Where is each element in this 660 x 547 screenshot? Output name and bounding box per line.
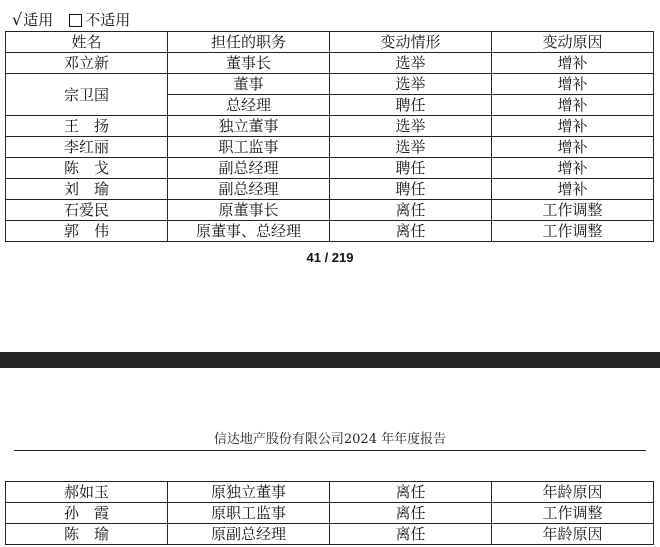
cell-change: 聘任 bbox=[330, 179, 492, 200]
cell-position: 职工监事 bbox=[168, 137, 330, 158]
cell-reason: 工作调整 bbox=[492, 200, 654, 221]
personnel-change-table bbox=[5, 31, 654, 242]
cell-name: 郭 伟 bbox=[6, 221, 168, 242]
table-row bbox=[6, 53, 654, 74]
page-separator bbox=[0, 352, 660, 368]
cell-position: 原董事长 bbox=[168, 200, 330, 221]
cell-change: 离任 bbox=[330, 221, 492, 242]
table-row bbox=[6, 221, 654, 242]
header-name: 姓名 bbox=[6, 32, 168, 53]
cell-change: 离任 bbox=[330, 482, 492, 503]
cell-change: 选举 bbox=[330, 74, 492, 95]
table-row bbox=[6, 524, 654, 545]
cell-reason: 增补 bbox=[492, 137, 654, 158]
empty-checkbox-icon bbox=[69, 14, 82, 27]
cell-change: 选举 bbox=[330, 53, 492, 74]
cell-position: 原独立董事 bbox=[168, 482, 330, 503]
cell-position: 副总经理 bbox=[168, 158, 330, 179]
cell-reason: 增补 bbox=[492, 74, 654, 95]
cell-reason: 工作调整 bbox=[492, 503, 654, 524]
check-mark-icon: √ bbox=[12, 10, 23, 29]
cell-change: 聘任 bbox=[330, 158, 492, 179]
table-row bbox=[6, 137, 654, 158]
cell-name: 陈 瑜 bbox=[6, 524, 168, 545]
cell-reason: 工作调整 bbox=[492, 221, 654, 242]
cell-position: 独立董事 bbox=[168, 116, 330, 137]
cell-change: 离任 bbox=[330, 200, 492, 221]
table-row bbox=[6, 179, 654, 200]
table-row bbox=[6, 158, 654, 179]
cell-reason: 增补 bbox=[492, 116, 654, 137]
cell-name: 王 扬 bbox=[6, 116, 168, 137]
cell-position: 原副总经理 bbox=[168, 524, 330, 545]
header-position: 担任的职务 bbox=[168, 32, 330, 53]
cell-position: 原职工监事 bbox=[168, 503, 330, 524]
cell-change: 离任 bbox=[330, 524, 492, 545]
report-header: 信达地产股份有限公司2024 年年度报告 bbox=[213, 432, 447, 447]
cell-position: 总经理 bbox=[168, 95, 330, 116]
table-row bbox=[6, 74, 654, 95]
cell-reason: 增补 bbox=[492, 179, 654, 200]
cell-reason: 年龄原因 bbox=[492, 482, 654, 503]
cell-reason: 增补 bbox=[492, 95, 654, 116]
cell-name: 陈 戈 bbox=[6, 158, 168, 179]
not-applicable-label: 不适用 bbox=[85, 11, 131, 29]
cell-position: 原董事、总经理 bbox=[168, 221, 330, 242]
cell-name: 石爱民 bbox=[6, 200, 168, 221]
table-row bbox=[6, 200, 654, 221]
personnel-change-table-continued bbox=[5, 481, 654, 545]
cell-reason: 增补 bbox=[492, 158, 654, 179]
cell-name: 邓立新 bbox=[6, 53, 168, 74]
table-row bbox=[6, 116, 654, 137]
cell-name: 刘 瑜 bbox=[6, 179, 168, 200]
table-header-row bbox=[6, 32, 654, 53]
table-row bbox=[6, 503, 654, 524]
table-row bbox=[6, 482, 654, 503]
cell-name: 孙 霞 bbox=[6, 503, 168, 524]
cell-reason: 年龄原因 bbox=[492, 524, 654, 545]
cell-position: 董事 bbox=[168, 74, 330, 95]
cell-position: 董事长 bbox=[168, 53, 330, 74]
cell-name: 郝如玉 bbox=[6, 482, 168, 503]
cell-change: 离任 bbox=[330, 503, 492, 524]
cell-reason: 增补 bbox=[492, 53, 654, 74]
cell-name: 李红丽 bbox=[6, 137, 168, 158]
applicability-line bbox=[12, 10, 130, 30]
page-number: 41 / 219 bbox=[306, 250, 354, 265]
cell-change: 选举 bbox=[330, 137, 492, 158]
header-change: 变动情形 bbox=[330, 32, 492, 53]
header-rule bbox=[14, 450, 646, 451]
applicable-label: 适用 bbox=[23, 11, 54, 29]
cell-change: 选举 bbox=[330, 116, 492, 137]
cell-position: 副总经理 bbox=[168, 179, 330, 200]
cell-change: 聘任 bbox=[330, 95, 492, 116]
header-reason: 变动原因 bbox=[492, 32, 654, 53]
cell-name: 宗卫国 bbox=[6, 74, 168, 116]
